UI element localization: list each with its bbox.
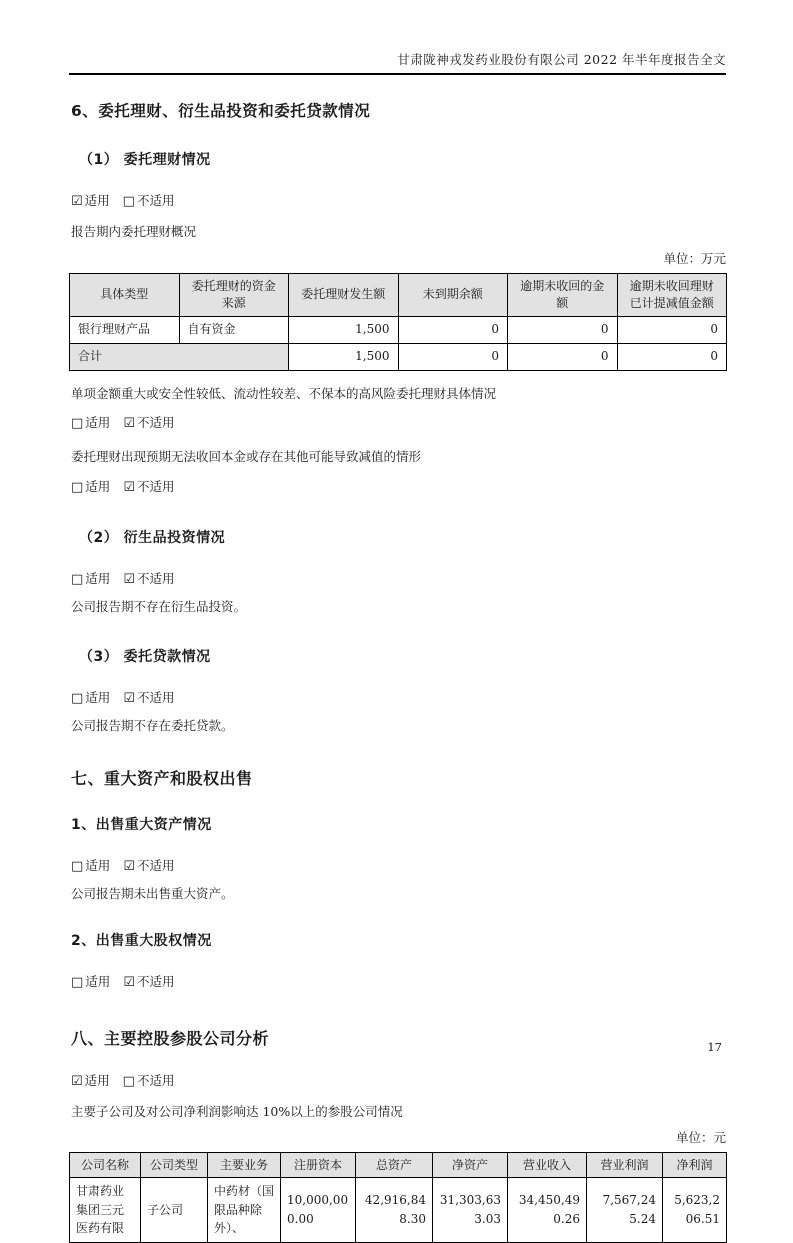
para-no-major-asset-sale: 公司报告期未出售重大资产。 [71, 886, 234, 901]
table-row [70, 316, 727, 343]
header-divider [69, 73, 726, 75]
applicability-checkline-s7-2 [71, 973, 726, 992]
heading-section6-3: （3） 委托贷款情况 [79, 649, 211, 666]
heading-section6-2: （2） 衍生品投资情况 [79, 529, 226, 546]
checkbox-label-not-applicable: 不适用 [136, 1072, 175, 1088]
table-header-row [70, 273, 727, 316]
cell-amount: 1,500 [289, 316, 399, 343]
applicability-checkline-s6-3 [71, 689, 726, 708]
checkbox-label-applicable: 适用 [85, 478, 111, 494]
checkbox-unchecked-icon: □ [71, 691, 84, 707]
applicability-checkline-s8 [71, 1072, 726, 1091]
applicability-checkline-s6-1 [71, 192, 726, 211]
checkbox-unchecked-icon: □ [122, 194, 135, 209]
checkbox-checked-icon: ☑ [123, 415, 135, 431]
checkbox-label-applicable: 适用 [85, 570, 111, 586]
checkbox-label-applicable: 适用 [85, 974, 111, 990]
col-header-net-profit: 净利润 [663, 1153, 727, 1178]
entrusted-wealth-table [69, 273, 727, 371]
cell-registered-capital: 10,000,000.00 [281, 1178, 356, 1243]
heading-section6: 6、委托理财、衍生品投资和委托贷款情况 [71, 102, 371, 120]
checkbox-label-not-applicable: 不适用 [136, 974, 175, 990]
table-row [70, 1178, 727, 1243]
col-header-outstanding: 未到期余额 [398, 273, 508, 316]
cell-main-business: 中药材（国限品种除外）、 [208, 1178, 281, 1243]
col-header-overdue: 逾期未收回的金额 [508, 273, 618, 316]
para-subsidiaries-intro: 主要子公司及对公司净利润影响达 10%以上的参股公司情况 [71, 1103, 403, 1119]
col-header-registered-capital: 注册资本 [281, 1153, 356, 1178]
col-header-impairment: 逾期未收回理财已计提减值金额 [617, 273, 727, 316]
cell-fund-source: 自有资金 [179, 316, 289, 343]
cell-type: 银行理财产品 [70, 316, 180, 343]
cell-total-assets: 42,916,848.30 [356, 1178, 433, 1243]
cell-company-type: 子公司 [141, 1178, 208, 1243]
checkbox-unchecked-icon: □ [71, 415, 84, 431]
cell-impairment: 0 [617, 316, 727, 343]
col-header-operating-profit: 营业利润 [587, 1153, 663, 1178]
cell-total-impairment: 0 [617, 343, 727, 370]
checkbox-label-applicable: 适用 [85, 690, 111, 706]
checkbox-checked-icon: ☑ [71, 194, 83, 209]
checkbox-checked-icon: ☑ [123, 858, 135, 874]
cell-total-outstanding: 0 [398, 343, 508, 370]
col-header-company-type: 公司类型 [141, 1153, 208, 1178]
checkbox-label-not-applicable: 不适用 [136, 570, 175, 586]
checkbox-unchecked-icon: □ [71, 479, 84, 495]
cell-outstanding: 0 [398, 316, 508, 343]
subsidiaries-table [69, 1152, 727, 1243]
cell-net-assets: 31,303,633.03 [433, 1178, 508, 1243]
col-header-net-assets: 净资产 [433, 1153, 508, 1178]
checkbox-unchecked-icon: □ [122, 1073, 135, 1089]
document-header-title: 甘肃陇神戎发药业股份有限公司 2022 年半年度报告全文 [397, 52, 726, 67]
table-total-row [70, 343, 727, 370]
col-header-total-assets: 总资产 [356, 1153, 433, 1178]
para-high-risk-note: 单项金额重大或安全性较低、流动性较差、不保本的高风险委托理财具体情况 [71, 385, 497, 401]
table-header-row [70, 1153, 727, 1178]
checkbox-label-applicable: 适用 [85, 857, 111, 873]
checkbox-checked-icon: ☑ [123, 571, 135, 587]
unit-label-wan-yuan: 单位：万元 [663, 250, 726, 266]
para-entrusted-overview: 报告期内委托理财概况 [71, 224, 197, 240]
para-no-entrusted-loans: 公司报告期不存在委托贷款。 [71, 718, 234, 734]
cell-company-name: 甘肃药业集团三元医药有限 [70, 1178, 141, 1243]
applicability-checkline-high-risk [71, 414, 726, 433]
checkbox-label-not-applicable: 不适用 [136, 414, 175, 430]
checkbox-label-not-applicable: 不适用 [136, 690, 175, 706]
cell-total-amount: 1,500 [289, 343, 399, 370]
applicability-checkline-s7-1 [71, 857, 726, 876]
cell-total-overdue: 0 [508, 343, 618, 370]
checkbox-label-applicable: 适用 [84, 1072, 110, 1088]
heading-section8: 八、主要控股参股公司分析 [71, 1028, 270, 1048]
checkbox-label-applicable: 适用 [84, 193, 110, 208]
cell-overdue: 0 [508, 316, 618, 343]
checkbox-checked-icon: ☑ [123, 691, 135, 707]
checkbox-unchecked-icon: □ [71, 975, 84, 991]
col-header-amount: 委托理财发生额 [289, 273, 399, 316]
checkbox-label-not-applicable: 不适用 [136, 857, 175, 873]
heading-section6-1: （1） 委托理财情况 [79, 152, 211, 168]
page-number: 17 [707, 1040, 722, 1054]
checkbox-checked-icon: ☑ [123, 975, 135, 991]
cell-net-profit: 5,623,206.51 [663, 1178, 727, 1243]
col-header-company-name: 公司名称 [70, 1153, 141, 1178]
col-header-fund-source: 委托理财的资金来源 [179, 273, 289, 316]
applicability-checkline-impairment [71, 478, 726, 497]
checkbox-checked-icon: ☑ [123, 479, 135, 495]
applicability-checkline-s6-2 [71, 570, 726, 589]
col-header-main-business: 主要业务 [208, 1153, 281, 1178]
col-header-type: 具体类型 [70, 273, 180, 316]
checkbox-checked-icon: ☑ [71, 1073, 83, 1089]
para-no-derivatives: 公司报告期不存在衍生品投资。 [71, 598, 247, 614]
checkbox-label-not-applicable: 不适用 [136, 193, 175, 208]
cell-total-label: 合计 [70, 343, 289, 370]
heading-section7-1: 1、出售重大资产情况 [71, 816, 212, 833]
heading-section7: 七、重大资产和股权出售 [71, 768, 253, 788]
checkbox-label-not-applicable: 不适用 [136, 478, 175, 494]
col-header-revenue: 营业收入 [508, 1153, 587, 1178]
checkbox-label-applicable: 适用 [85, 414, 111, 430]
heading-section7-2: 2、出售重大股权情况 [71, 933, 212, 950]
checkbox-unchecked-icon: □ [71, 571, 84, 587]
cell-operating-profit: 7,567,245.24 [587, 1178, 663, 1243]
cell-revenue: 34,450,490.26 [508, 1178, 587, 1243]
checkbox-unchecked-icon: □ [71, 858, 84, 874]
unit-label-yuan: 单位：元 [675, 1130, 726, 1146]
para-impairment-note: 委托理财出现预期无法收回本金或存在其他可能导致减值的情形 [71, 449, 422, 465]
